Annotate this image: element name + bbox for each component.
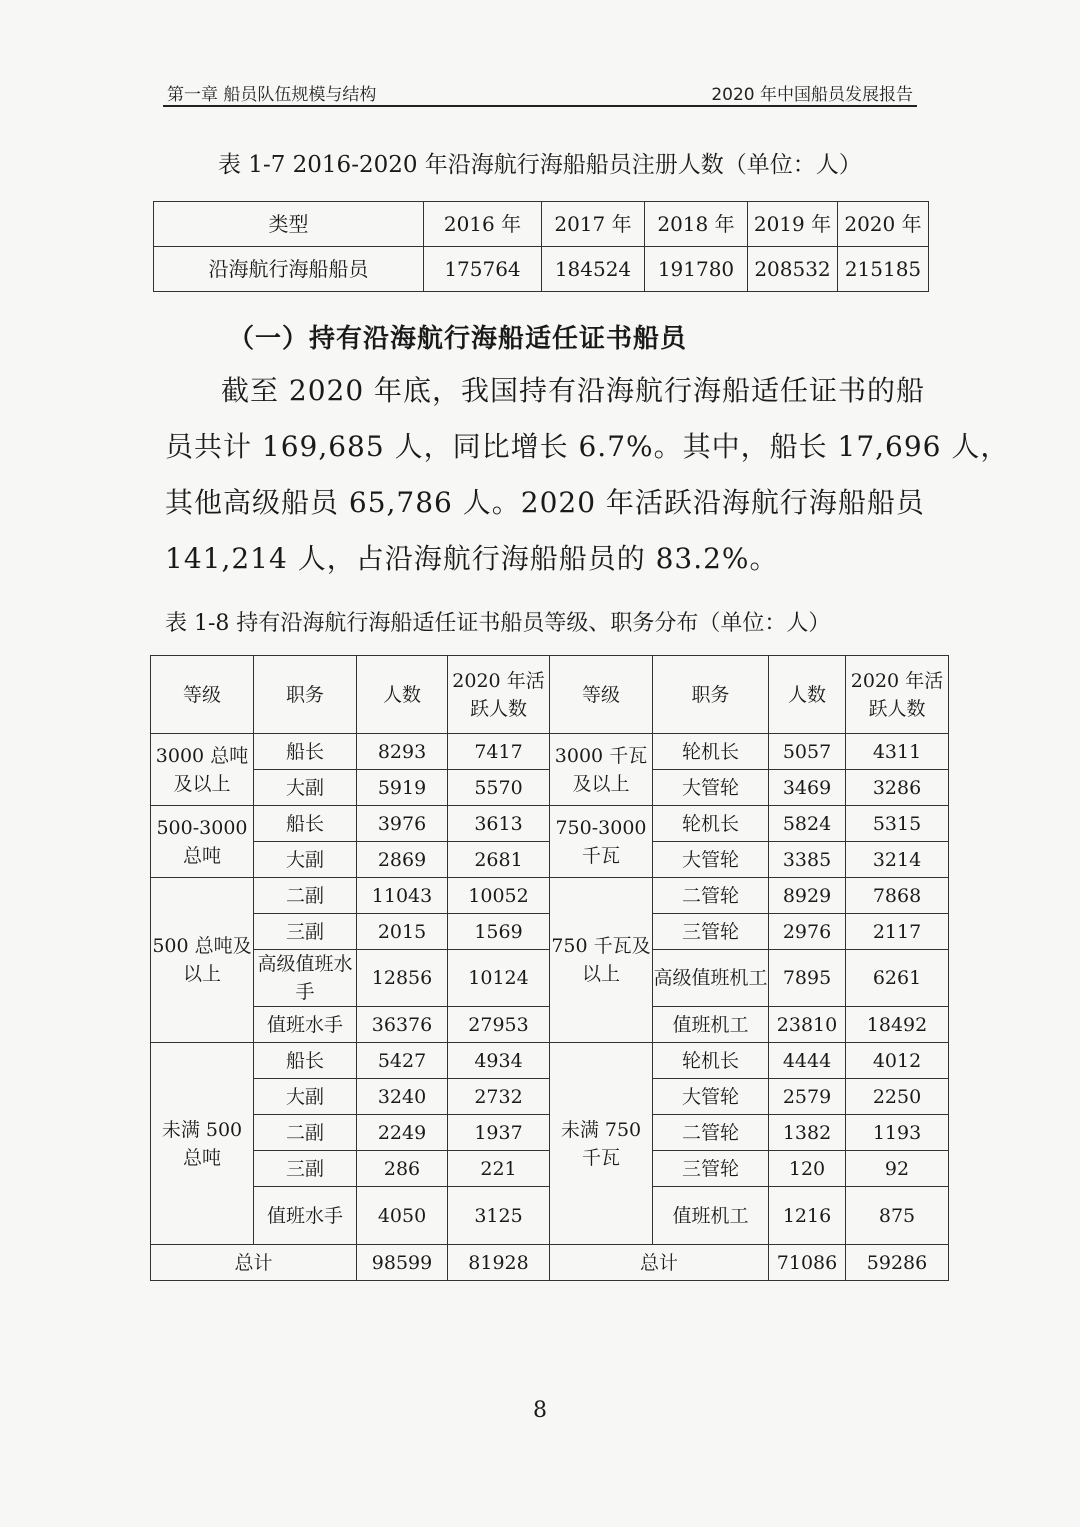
- active-cell: 3613: [448, 806, 550, 842]
- total-label: 总计: [550, 1245, 769, 1281]
- paragraph-line: 员共计 169,685 人，同比增长 6.7%。其中，船长 17,696 人，: [165, 430, 1010, 463]
- count-cell: 3469: [769, 770, 846, 806]
- active-cell: 2250: [846, 1079, 949, 1115]
- table-cell: 208532: [748, 247, 838, 292]
- duty-cell: 大管轮: [653, 842, 769, 878]
- active-cell: 6261: [846, 950, 949, 1007]
- header-cell: 2019 年: [748, 202, 838, 247]
- table-cell: 175764: [424, 247, 542, 292]
- header-cell: 2020 年: [838, 202, 929, 247]
- paragraph-line: 141,214 人，占沿海航行海船船员的 83.2%。: [165, 542, 779, 575]
- grade-cell: 500 总吨及以上: [151, 878, 254, 1043]
- count-cell: 3385: [769, 842, 846, 878]
- active-cell: 2117: [846, 914, 949, 950]
- table-1-7-caption: 表 1-7 2016-2020 年沿海航行海船船员注册人数（单位：人）: [218, 152, 862, 178]
- table-1-8-caption: 表 1-8 持有沿海航行海船适任证书船员等级、职务分布（单位：人）: [165, 611, 831, 636]
- active-cell: 4934: [448, 1043, 550, 1079]
- duty-cell: 船长: [254, 1043, 357, 1079]
- count-cell: 36376: [357, 1007, 448, 1043]
- table-header-row: [154, 202, 929, 247]
- report-title: 2020 年中国船员发展报告: [711, 85, 913, 105]
- section-heading: （一）持有沿海航行海船适任证书船员: [228, 324, 688, 354]
- grade-cell: 未满 500 总吨: [151, 1043, 254, 1245]
- chapter-title: 第一章 船员队伍规模与结构: [167, 85, 377, 105]
- header-cell: 2020 年活跃人数: [846, 656, 949, 734]
- active-cell: 4311: [846, 734, 949, 770]
- active-cell: 7417: [448, 734, 550, 770]
- grade-cell: 3000 总吨及以上: [151, 734, 254, 806]
- header-rule: [163, 105, 917, 107]
- table-row: [151, 1043, 949, 1079]
- active-cell: 10124: [448, 950, 550, 1007]
- active-cell: 2732: [448, 1079, 550, 1115]
- duty-cell: 高级值班机工: [653, 950, 769, 1007]
- active-cell: 7868: [846, 878, 949, 914]
- duty-cell: 三副: [254, 1151, 357, 1187]
- active-cell: 5570: [448, 770, 550, 806]
- duty-cell: 大副: [254, 842, 357, 878]
- grade-cell: 500-3000 总吨: [151, 806, 254, 878]
- active-cell: 3286: [846, 770, 949, 806]
- duty-cell: 三管轮: [653, 1151, 769, 1187]
- header-cell: 等级: [151, 656, 254, 734]
- duty-cell: 值班水手: [254, 1007, 357, 1043]
- count-cell: 4444: [769, 1043, 846, 1079]
- count-cell: 8293: [357, 734, 448, 770]
- count-cell: 5057: [769, 734, 846, 770]
- total-count: 71086: [769, 1245, 846, 1281]
- grade-cell: 750 千瓦及以上: [550, 878, 653, 1043]
- duty-cell: 二副: [254, 1115, 357, 1151]
- table-row: [151, 734, 949, 770]
- count-cell: 8929: [769, 878, 846, 914]
- count-cell: 2579: [769, 1079, 846, 1115]
- active-cell: 4012: [846, 1043, 949, 1079]
- count-cell: 12856: [357, 950, 448, 1007]
- duty-cell: 轮机长: [653, 734, 769, 770]
- duty-cell: 二副: [254, 878, 357, 914]
- grade-cell: 750-3000 千瓦: [550, 806, 653, 878]
- active-cell: 875: [846, 1187, 949, 1245]
- total-count: 98599: [357, 1245, 448, 1281]
- active-cell: 2681: [448, 842, 550, 878]
- active-cell: 1569: [448, 914, 550, 950]
- paragraph-line: 截至 2020 年底，我国持有沿海航行海船适任证书的船: [221, 374, 926, 407]
- table-1-7: [153, 201, 929, 292]
- header-cell: 2018 年: [645, 202, 748, 247]
- duty-cell: 船长: [254, 806, 357, 842]
- total-active: 81928: [448, 1245, 550, 1281]
- count-cell: 7895: [769, 950, 846, 1007]
- active-cell: 92: [846, 1151, 949, 1187]
- table-total-row: [151, 1245, 949, 1281]
- active-cell: 3214: [846, 842, 949, 878]
- active-cell: 1193: [846, 1115, 949, 1151]
- count-cell: 120: [769, 1151, 846, 1187]
- header-cell: 职务: [653, 656, 769, 734]
- header-cell: 人数: [357, 656, 448, 734]
- duty-cell: 值班机工: [653, 1007, 769, 1043]
- table-cell: 沿海航行海船船员: [154, 247, 424, 292]
- header-cell: 职务: [254, 656, 357, 734]
- count-cell: 2976: [769, 914, 846, 950]
- table-1-8: [150, 655, 949, 1281]
- header-cell: 人数: [769, 656, 846, 734]
- duty-cell: 二管轮: [653, 1115, 769, 1151]
- active-cell: 221: [448, 1151, 550, 1187]
- count-cell: 2869: [357, 842, 448, 878]
- header-cell: 等级: [550, 656, 653, 734]
- running-header: [163, 76, 917, 106]
- count-cell: 286: [357, 1151, 448, 1187]
- duty-cell: 大管轮: [653, 770, 769, 806]
- count-cell: 2249: [357, 1115, 448, 1151]
- table-cell: 215185: [838, 247, 929, 292]
- total-label: 总计: [151, 1245, 357, 1281]
- count-cell: 1382: [769, 1115, 846, 1151]
- table-row: [151, 806, 949, 842]
- header-cell: 2020 年活跃人数: [448, 656, 550, 734]
- duty-cell: 值班水手: [254, 1187, 357, 1245]
- count-cell: 11043: [357, 878, 448, 914]
- grade-cell: 3000 千瓦及以上: [550, 734, 653, 806]
- paragraph-line: 其他高级船员 65,786 人。2020 年活跃沿海航行海船船员: [165, 486, 925, 519]
- table-cell: 191780: [645, 247, 748, 292]
- table-header-row: [151, 656, 949, 734]
- duty-cell: 二管轮: [653, 878, 769, 914]
- duty-cell: 值班机工: [653, 1187, 769, 1245]
- duty-cell: 高级值班水手: [254, 950, 357, 1007]
- active-cell: 18492: [846, 1007, 949, 1043]
- count-cell: 5427: [357, 1043, 448, 1079]
- duty-cell: 轮机长: [653, 1043, 769, 1079]
- header-cell: 2016 年: [424, 202, 542, 247]
- duty-cell: 船长: [254, 734, 357, 770]
- total-active: 59286: [846, 1245, 949, 1281]
- table-row: [151, 878, 949, 914]
- duty-cell: 大副: [254, 1079, 357, 1115]
- active-cell: 1937: [448, 1115, 550, 1151]
- table-row: [154, 247, 929, 292]
- count-cell: 2015: [357, 914, 448, 950]
- header-cell: 2017 年: [542, 202, 645, 247]
- table-cell: 184524: [542, 247, 645, 292]
- count-cell: 3240: [357, 1079, 448, 1115]
- active-cell: 5315: [846, 806, 949, 842]
- count-cell: 1216: [769, 1187, 846, 1245]
- count-cell: 23810: [769, 1007, 846, 1043]
- count-cell: 5824: [769, 806, 846, 842]
- duty-cell: 三副: [254, 914, 357, 950]
- page-number: 8: [533, 1398, 547, 1423]
- grade-cell: 未满 750 千瓦: [550, 1043, 653, 1245]
- count-cell: 4050: [357, 1187, 448, 1245]
- count-cell: 3976: [357, 806, 448, 842]
- active-cell: 27953: [448, 1007, 550, 1043]
- header-cell: 类型: [154, 202, 424, 247]
- duty-cell: 大管轮: [653, 1079, 769, 1115]
- active-cell: 3125: [448, 1187, 550, 1245]
- duty-cell: 三管轮: [653, 914, 769, 950]
- count-cell: 5919: [357, 770, 448, 806]
- duty-cell: 轮机长: [653, 806, 769, 842]
- active-cell: 10052: [448, 878, 550, 914]
- duty-cell: 大副: [254, 770, 357, 806]
